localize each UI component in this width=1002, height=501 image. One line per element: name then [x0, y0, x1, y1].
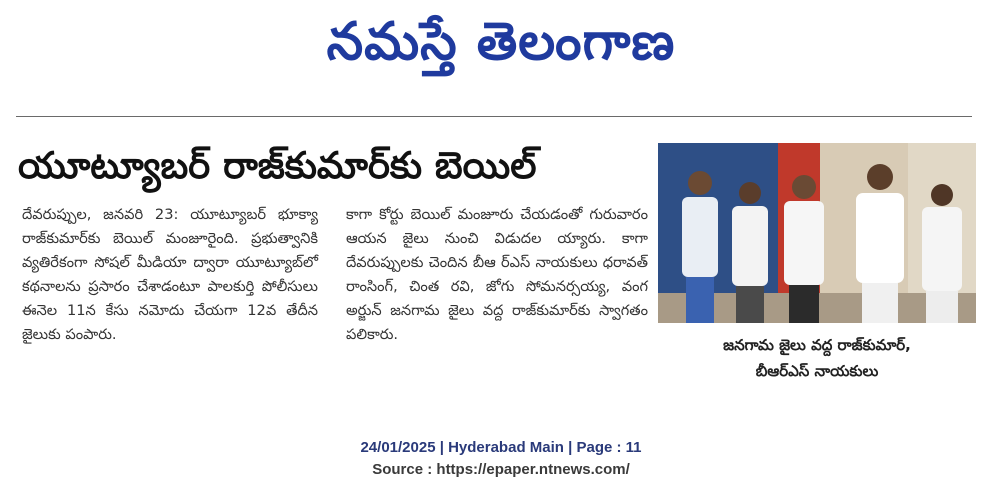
article-column-1	[22, 203, 318, 347]
newspaper-logo: నమస్తే తెలంగాణ	[326, 11, 676, 72]
article-column-2	[346, 203, 648, 347]
group-photo-image	[658, 143, 976, 323]
column-2-text: కాగా కోర్టు బెయిల్ మంజూరు చేయడంతో గురువారం ఆయన జైలు నుంచి విడుదల య్యారు. కాగా దేవరుప్పులకు చెందిన బీఆ ర్ఎస్ నాయకులు ధరావత్ రాంసింగ్, చింత రవి, జోగు సోమనర్సయ్య, వంగ అర్జున్ జనగామ జైలు వద్ద రాజ్‌కుమార్‌కు స్వాగతం పలికారు.	[346, 206, 648, 343]
article-headline: యూట్యూబర్ రాజ్‌కుమార్‌కు బెయిల్	[18, 144, 537, 187]
header-divider	[16, 116, 972, 117]
photo-caption	[660, 332, 974, 384]
page-footer	[0, 437, 1002, 481]
column-1-text: దేవరుప్పుల, జనవరి 23: యూట్యూబర్ భూక్యా రాజ్‌కుమార్‌కు బెయిల్ మంజూరైంది. ప్రభుత్వానికి వ్యతిరేకంగా సోషల్ మీడియా ద్వారా యూట్యూబ్‌లో కథనాలను ప్రసారం చేశాడంటూ పాలకుర్తి పోలీసులు ఈనెల 11న కేసు నమోదు చేయగా 12వ తేదీన జైలుకు పంపారు.	[22, 206, 318, 343]
caption-line-2: బీఆర్ఎస్ నాయకులు	[755, 362, 879, 380]
edition-info: 24/01/2025 | Hyderabad Main | Page : 11	[360, 439, 642, 456]
caption-line-1: జనగామ జైలు వద్ద రాజ్‌కుమార్,	[723, 336, 911, 354]
source-link[interactable]: Source : https://epaper.ntnews.com/	[372, 461, 630, 478]
masthead	[0, 0, 1002, 96]
news-photo	[658, 143, 976, 323]
